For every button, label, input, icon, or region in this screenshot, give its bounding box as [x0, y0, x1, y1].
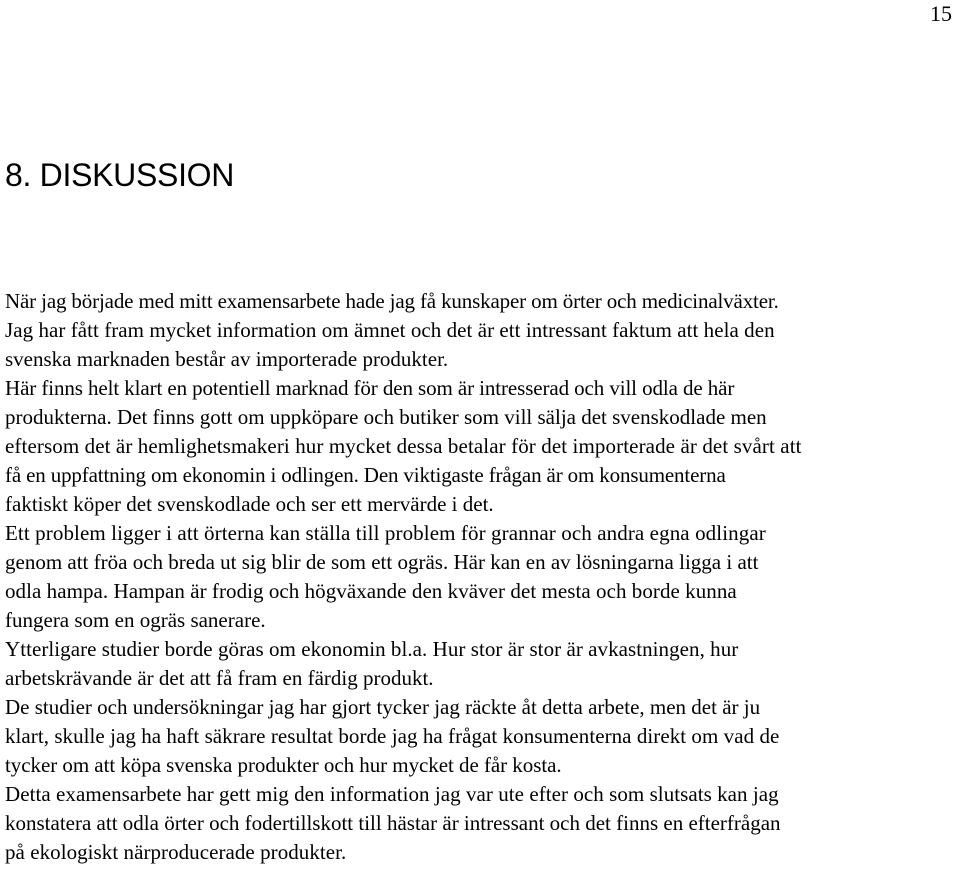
text-line: få en uppfattning om ekonomin i odlingen. Den viktigaste frågan är om konsumenterna [5, 463, 726, 487]
text-line: konstatera att odla örter och fodertillskott till hästar är intressant och det finns en efterfrågan [5, 811, 781, 835]
text-line: klart, skulle jag ha haft säkrare resultat borde jag ha frågat konsumenterna direkt om vad de [5, 724, 780, 748]
text-line: arbetskrävande är det att få fram en färdig produkt. [5, 666, 434, 690]
text-line: Ett problem ligger i att örterna kan ställa till problem för grannar och andra egna odlingar [5, 521, 766, 545]
text-line: på ekologiskt närproducerade produkter. [5, 840, 347, 864]
text-line: Detta examensarbete har gett mig den information jag var ute efter och som slutsats kan jag [5, 782, 779, 806]
text-line: genom att fröa och breda ut sig blir de som ett ogräs. Här kan en av lösningarna ligga i att [5, 550, 759, 574]
text-line: svenska marknaden består av importerade produkter. [5, 347, 449, 371]
text-line: eftersom det är hemlighetsmakeri hur mycket dessa betalar för det importerade är det svårt att [5, 434, 802, 458]
text-line: Ytterligare studier borde göras om ekonomin bl.a. Hur stor är stor är avkastningen, hur [5, 637, 739, 661]
text-line: tycker om att köpa svenska produkter och hur mycket de får kosta. [5, 753, 562, 777]
text-line: Jag har fått fram mycket information om ämnet och det är ett intressant faktum att hela den [5, 318, 775, 342]
text-line: fungera som en ogräs sanerare. [5, 608, 266, 632]
section-heading: 8. DISKUSSION [5, 157, 235, 193]
text-line: produkterna. Det finns gott om uppköpare och butiker som vill sälja det svenskodlade men [5, 405, 767, 429]
discussion-body [5, 287, 958, 867]
page-number: 15 [930, 1, 952, 26]
text-line: De studier och undersökningar jag har gjort tycker jag räckte åt detta arbete, men det är ju [5, 695, 761, 719]
text-line: faktiskt köper det svenskodlade och ser ett mervärde i det. [5, 492, 494, 516]
text-line: odla hampa. Hampan är frodig och högväxande den kväver det mesta och borde kunna [5, 579, 737, 603]
text-line: När jag började med mitt examensarbete hade jag få kunskaper om örter och medicinalväxter. [5, 289, 779, 313]
text-line: Här finns helt klart en potentiell marknad för den som är intresserad och vill odla de här [5, 376, 735, 400]
